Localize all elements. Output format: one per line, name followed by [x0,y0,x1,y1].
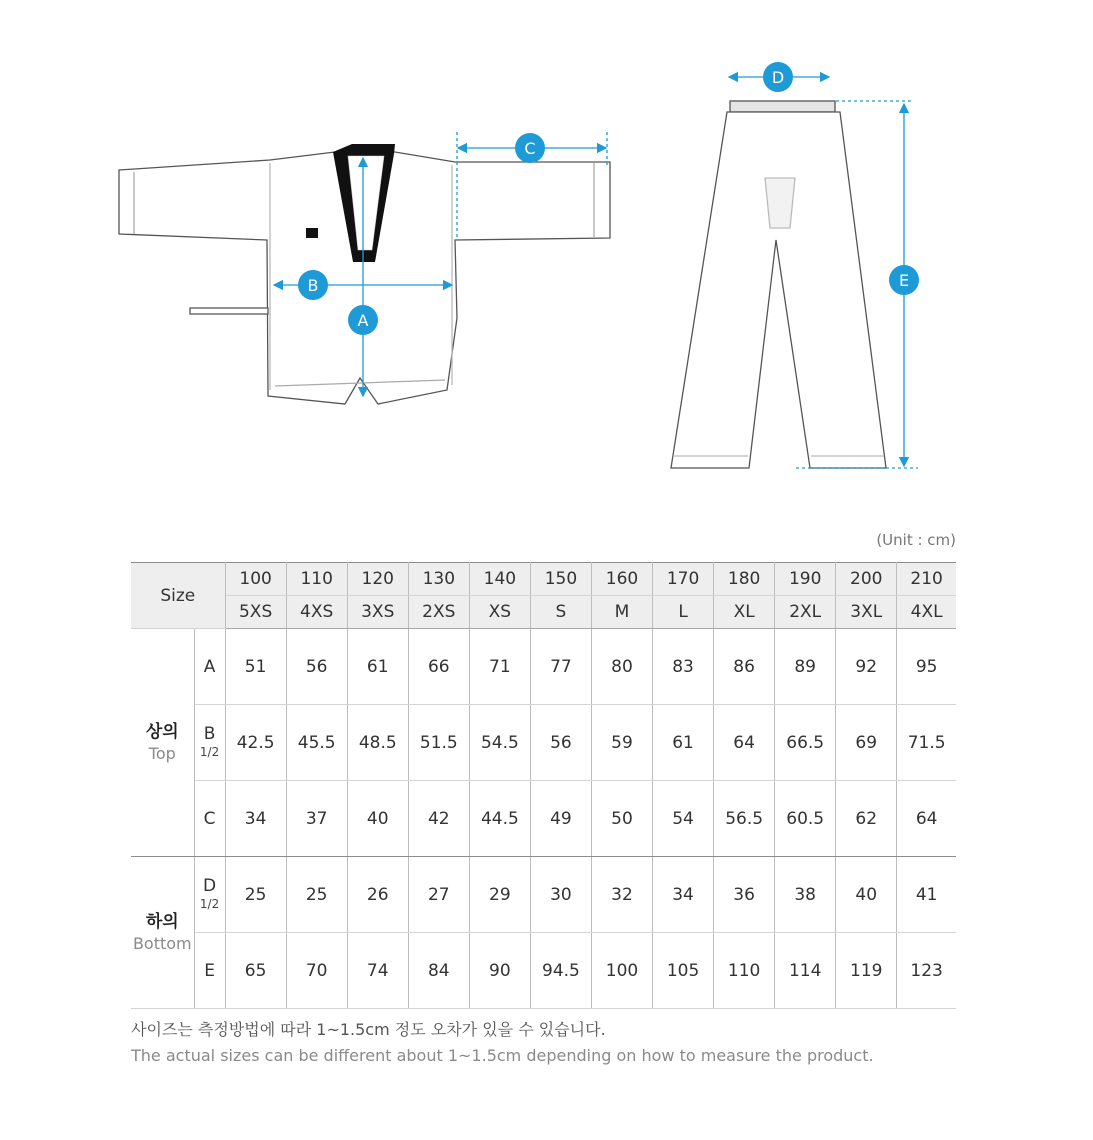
uniform-measurement-diagram [0,0,1093,520]
group-label-bottom [131,857,194,1009]
table-cell: 49 [530,781,591,857]
table-cell: 110 [714,933,775,1009]
table-row [131,705,956,781]
pants-outline [671,101,886,468]
table-cell: 100 [591,933,652,1009]
table-cell: 61 [347,629,408,705]
size-chart-table [131,562,956,1009]
table-cell: 42 [408,781,469,857]
table-cell: 25 [286,857,347,933]
size-letter-cell: M [591,596,652,629]
measure-label [194,857,225,933]
size-letter-cell: 2XS [408,596,469,629]
size-letter-cell: 3XL [836,596,897,629]
svg-text:E: E [898,271,910,290]
table-cell: 105 [653,933,714,1009]
table-cell: 29 [469,857,530,933]
table-cell: 71.5 [897,705,956,781]
table-cell: 95 [897,629,956,705]
table-cell: 41 [897,857,956,933]
table-cell: 90 [469,933,530,1009]
size-letter-cell: 2XL [775,596,836,629]
measure-fraction: 1/2 [199,896,220,911]
table-cell: 62 [836,781,897,857]
measure-label [194,629,225,705]
size-letter-cell: 5XS [225,596,286,629]
table-cell: 92 [836,629,897,705]
size-number-cell: 200 [836,563,897,596]
measure-label [194,933,225,1009]
table-cell: 86 [714,629,775,705]
table-cell: 60.5 [775,781,836,857]
measurement-note-english: The actual sizes can be different about 1~1.5cm depending on how to measure the product. [131,1046,874,1065]
table-cell: 38 [775,857,836,933]
svg-text:C: C [524,139,536,158]
table-cell: 34 [225,781,286,857]
measure-letter: B [203,723,216,744]
callout-a [348,305,378,335]
group-label-ko: 상의 [145,721,179,742]
table-cell: 56 [530,705,591,781]
table-cell: 66 [408,629,469,705]
table-row [131,857,956,933]
size-number-cell: 150 [530,563,591,596]
table-cell: 89 [775,629,836,705]
size-letter-cell: 4XL [897,596,956,629]
group-label-en: Top [148,743,176,763]
size-number-cell: 100 [225,563,286,596]
callout-e [889,265,919,295]
table-cell: 56.5 [714,781,775,857]
table-cell: 51 [225,629,286,705]
size-number-cell: 170 [653,563,714,596]
group-label-top [131,629,194,857]
callout-c [515,133,545,163]
table-cell: 26 [347,857,408,933]
table-row [131,629,956,705]
measure-letter: C [203,808,216,829]
table-row [131,933,956,1009]
table-cell: 48.5 [347,705,408,781]
callout-b [298,270,328,300]
size-letter-row [131,596,956,629]
measure-letter: E [204,960,215,981]
measure-label [194,781,225,857]
table-cell: 54 [653,781,714,857]
size-number-cell: 210 [897,563,956,596]
svg-text:B: B [307,276,319,295]
table-cell: 40 [836,857,897,933]
size-letter-cell: 3XS [347,596,408,629]
brand-logo-icon [306,228,318,238]
table-cell: 54.5 [469,705,530,781]
table-cell: 51.5 [408,705,469,781]
table-cell: 36 [714,857,775,933]
table-cell: 64 [714,705,775,781]
table-row [131,781,956,857]
measurement-note-korean: 사이즈는 측정방법에 따라 1~1.5cm 정도 오차가 있을 수 있습니다. [131,1020,606,1039]
size-letter-cell: S [530,596,591,629]
table-cell: 50 [591,781,652,857]
measure-letter: D [203,875,217,896]
size-letter-cell: XL [714,596,775,629]
table-cell: 45.5 [286,705,347,781]
table-cell: 71 [469,629,530,705]
size-number-cell: 160 [591,563,652,596]
table-cell: 94.5 [530,933,591,1009]
table-cell: 37 [286,781,347,857]
table-cell: 27 [408,857,469,933]
size-number-cell: 190 [775,563,836,596]
table-cell: 114 [775,933,836,1009]
table-cell: 74 [347,933,408,1009]
table-cell: 69 [836,705,897,781]
size-number-cell: 120 [347,563,408,596]
measure-label [194,705,225,781]
table-cell: 34 [653,857,714,933]
size-number-row [131,563,956,596]
table-cell: 61 [653,705,714,781]
table-cell: 30 [530,857,591,933]
table-cell: 25 [225,857,286,933]
table-cell: 83 [653,629,714,705]
table-cell: 84 [408,933,469,1009]
size-number-cell: 110 [286,563,347,596]
svg-text:A: A [357,311,369,330]
table-cell: 64 [897,781,956,857]
table-cell: 56 [286,629,347,705]
table-cell: 123 [897,933,956,1009]
svg-text:D: D [771,68,785,87]
unit-note: (Unit : cm) [876,531,956,549]
table-cell: 119 [836,933,897,1009]
size-number-cell: 180 [714,563,775,596]
table-cell: 42.5 [225,705,286,781]
table-cell: 59 [591,705,652,781]
table-cell: 44.5 [469,781,530,857]
group-label-ko: 하의 [145,911,179,932]
table-cell: 66.5 [775,705,836,781]
size-letter-cell: L [653,596,714,629]
size-letter-cell: 4XS [286,596,347,629]
size-header: Size [131,563,225,629]
size-letter-cell: XS [469,596,530,629]
measure-fraction: 1/2 [199,744,220,759]
table-cell: 40 [347,781,408,857]
table-cell: 65 [225,933,286,1009]
table-cell: 70 [286,933,347,1009]
measure-letter: A [203,656,216,677]
callout-d [763,62,793,92]
size-number-cell: 140 [469,563,530,596]
table-cell: 32 [591,857,652,933]
table-cell: 77 [530,629,591,705]
table-cell: 80 [591,629,652,705]
size-number-cell: 130 [408,563,469,596]
group-label-en: Bottom [132,933,192,953]
